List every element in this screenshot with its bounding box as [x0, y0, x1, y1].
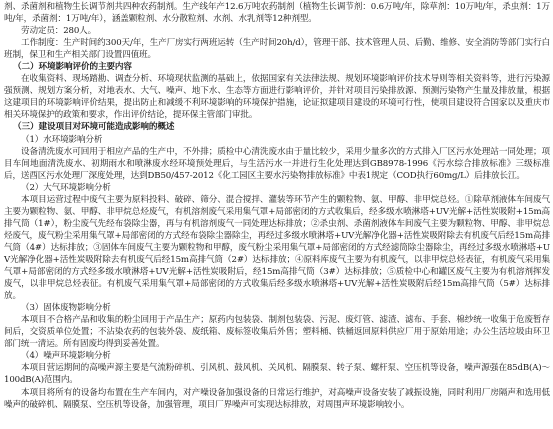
paragraph-water-impact: 设备清洗废水可回用于相应产品的生产中，不外排；质检中心清洗废水由于量比较少，采用少量多次的方式排入厂区污水处理站一同处理；项目车间地面清洗废水、初期雨水和喷淋废水经环境预处理后，与生活污水一并进行生化处理达到GB8978-1996《污水综合排放标准》三级标准后，送酉区污水处理厂深度处理，达到DB50/457-2012《化工园区主要水污染物排放标准》中表1规定（COD执行60mg/L）后排放长江。 [4, 146, 550, 181]
subheading-solid-waste-impact: （3）固体废物影响分析 [21, 303, 111, 314]
paragraph-noise-sources: 本项目营运期间的高噪声源主要是气流粉碎机、引风机、鼓风机、关风机、隔膜泵、转子泵、螺杆泵、空压机等设备，噪声源强在85dB(A)～100dB(A)范围内。 [4, 363, 550, 386]
paragraph-eia-content: 在收集资料、现场踏勘、调查分析、环境现状监测的基础上，依据国家有关法律法规、规划环境影响评价技术导则等相关资料等，进行污染源强预测、规划方案分析，对地表水、大气、噪声、地下水、生态等方面进行影响评价，并针对项目污染排放源、预测污染物产生量及排放量，根据这建项目的环境影响评价结果，提出防止和减缓不利环境影响的环境保护措施，论证拟建项目建设的环境可行性，使项目建设符合国家以及重庆市相关环境保护的政策和要求，作出评价结论，提环保主管部门审批。 [4, 74, 550, 121]
paragraph-noise-mitigation: 本项目将所有的设备均布置在生产车间内，对产噪设备加强设备的日常运行维护，对高噪声设备安装了减振设施，同时利用厂房隔声和选用低噪声的破碎机、隔膜泵、空压机等设备，加强管理，项目厂界噪声可实现达标排放，对周围声环境影响较小。 [4, 387, 550, 410]
paragraph-solid-waste-impact: 本项目不合格产品和收集的粉尘回用于产品生产；原药内包装袋、制剂包装袋、污泥、废灯管、滤渣、滤布、手套、棉纱统一收集于危废暂存间后，交资质单位处置；不沾染农药的包装外袋、废纸箱、废标签收集后外售；塑料桶、铁桶返回原料供应厂用于原始用途；办公生活垃圾由环卫部门统一清运。所有固废均得到妥善处置。 [4, 315, 550, 350]
section-heading-eia-content: （二）环境影响评价的主要内容 [13, 62, 132, 73]
paragraph-product-lines: 剂、杀菌剂和植物生长调节剂共四种农药制剂。生产线年产12.6万吨农药制剂（植物生长调节剂：0.6万吨/年，除草剂：10万吨/年，杀虫剂：1万吨/年，杀菌剂：1万吨/年），涵盖颗粒剂、水分散粒剂、水剂、水乳剂等12种剂型。 [4, 2, 550, 25]
subheading-air-impact: （2）大气环境影响分析 [21, 182, 111, 193]
paragraph-air-impact: 本项目运营过程中废气主要为原料投料、破碎、筛分、混合搅拌、灌装等环节产生的颗粒物、氨、甲醇、非甲烷总烃。①除草剂液体车间废气主要为颗粒物、氨、甲醇、非甲烷总烃废气，有机溶剂废气采用集气罩+局部密闭的方式收集后，经多级水喷淋塔+UV光解+活性炭吸附+15m高排气筒（1#），粉尘废气先经布袋除尘器，再与有机溶剂废气一同处理达标排放；②杀虫剂、杀菌剂液体车间废气主要为颗粒物、甲醇、非甲烷总烃废气，废气粉尘采用集气罩+局部密闭的方式经布袋除尘器除尘，再经过多级水喷淋塔+UV光解净化器+活性炭吸附除去有机废气后经15m高排气筒（4#）达标排放；③固体车间废气主要为颗粒物和甲醇，废气粉尘采用集气罩+局部密闭的方式经滤筒除尘器除尘，再经过多级水喷淋塔+UV光解净化器+活性炭吸附除去有机废气后经15m高排气筒（2#）达标排放；④原料库废气主要为有机废气，以非甲烷总烃表征，有机废气采用集气罩+局部密闭的方式经多级水喷淋塔+UV光解+活性炭吸附后，经15m高排气筒（3#）达标排放；⑤质检中心和罐区废气主要为有机溶剂挥发废气，以非甲烷总烃表征。有机废气采用集气罩+局部密闭的方式收集后经多级水喷淋塔+UV光解+活性炭吸附后经15m高排气筒（5#）达标排放。 [4, 194, 550, 302]
subheading-noise-impact: （4）噪声环境影响分析 [21, 351, 111, 362]
section-heading-impact-overview: （三）建设项目对环境可能造成影响的概述 [13, 122, 175, 133]
subheading-water-impact: （1）水环境影响分析 [21, 134, 103, 145]
paragraph-staffing: 劳动定员：280人。 [21, 26, 97, 37]
paragraph-work-schedule: 工作制度：生产时间约300天/年，生产厂房实行两班运转（生产时间20h/d），管理干部、技术管理人员、后勤、维修、安全消防等部门实行白班制，保卫和生产相关部门设置四值班。 [4, 38, 550, 61]
